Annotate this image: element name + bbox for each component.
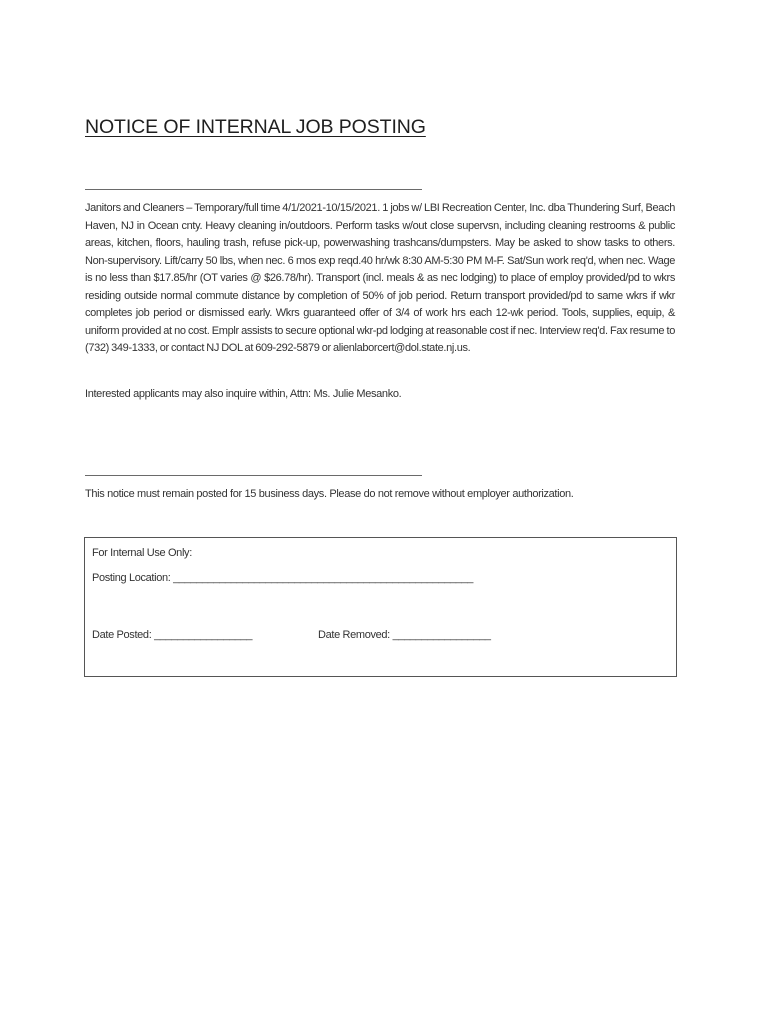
page-title: NOTICE OF INTERNAL JOB POSTING [85,116,426,138]
bottom-divider [85,475,422,476]
top-divider [85,189,422,190]
inquire-text: Interested applicants may also inquire within, Attn: Ms. Julie Mesanko. [85,388,402,400]
internal-use-heading: For Internal Use Only: [92,547,192,559]
internal-use-box [84,537,677,677]
job-description: Janitors and Cleaners – Temporary/full time 4/1/2021-10/15/2021. 1 jobs w/ LBI Recreation Center, Inc. dba Thundering Surf, Beach Haven, NJ in Ocean cnty. Heavy cleaning in/outdoors. Perform tasks w/out close supervsn, including cleaning restrooms & public areas, kitchen, floors, hauling trash, refuse pick-up, powerwashing trashcans/dumpsters. May be asked to show tasks to others. Non-supervisory. Lift/carry 50 lbs, when nec. 6 mos exp reqd.40 hr/wk 8:30 AM-5:30 PM M-F. Sat/Sun work req'd, when nec. Wage is no less than $17.85/hr (OT varies @ $26.78/hr). Transport (incl. meals & as nec lodging) to place of employ provided/pd to wkrs residing outside normal commute distance by completion of 50% of job period. Return transport provided/pd to same wkrs if wkr completes job period or dismissed early. Wkrs guaranteed offer of 3/4 of work hrs each 12-wk period. Tools, supplies, equip, & uniform provided at no cost. Emplr assists to secure optional wkr-pd lodging at reasonable cost if nec. Interview req'd. Fax resume to (732) 349-1333, or contact NJ DOL at 609-292-5879 or alienlaborcert@dol.state.nj.us. [85,202,675,354]
posting-location-field: Posting Location: ____________________________________________________ [92,572,474,584]
date-removed-field: Date Removed: _________________ [318,629,491,641]
date-posted-field: Date Posted: _________________ [92,629,253,641]
posting-notice: This notice must remain posted for 15 business days. Please do not remove without employer authorization. [85,488,574,500]
